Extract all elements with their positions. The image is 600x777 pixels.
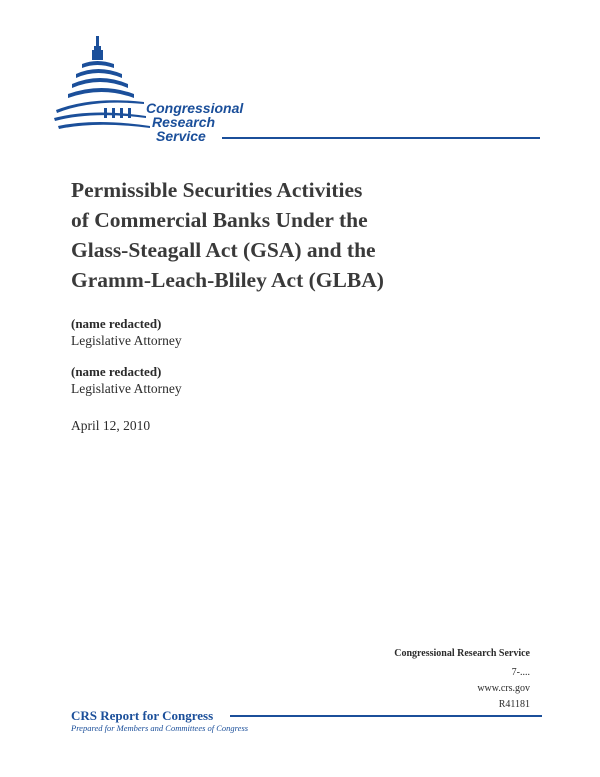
report-date: April 12, 2010	[71, 418, 151, 433]
logo-line-3: Service	[156, 128, 206, 144]
report-number: R41181	[498, 699, 530, 710]
title-line: Permissible Securities Activities	[71, 178, 363, 202]
title-line: of Commercial Banks Under the	[71, 208, 368, 232]
report-title	[71, 175, 384, 295]
author-role: Legislative Attorney	[71, 333, 182, 348]
title-line: Glass-Steagall Act (GSA) and the	[71, 238, 376, 262]
crs-logo	[52, 30, 552, 150]
footer-rule	[230, 715, 542, 717]
logo-line-2: Research	[152, 114, 216, 130]
author-role: Legislative Attorney	[71, 381, 182, 396]
crs-report-label: CRS Report for Congress	[71, 708, 214, 723]
prepared-for-label: Prepared for Members and Committees of Congress	[71, 723, 249, 733]
title-line: Gramm-Leach-Bliley Act (GLBA)	[71, 268, 384, 292]
logo-rule	[222, 137, 540, 139]
logo-line-1: Congressional	[146, 100, 244, 116]
crs-name: Congressional Research Service	[394, 648, 530, 659]
crs-contact-block	[394, 646, 530, 713]
author-name: (name redacted)	[71, 364, 162, 379]
crs-website[interactable]: www.crs.gov	[477, 683, 530, 694]
crs-phone: 7-....	[511, 667, 530, 678]
author-name: (name redacted)	[71, 316, 162, 331]
